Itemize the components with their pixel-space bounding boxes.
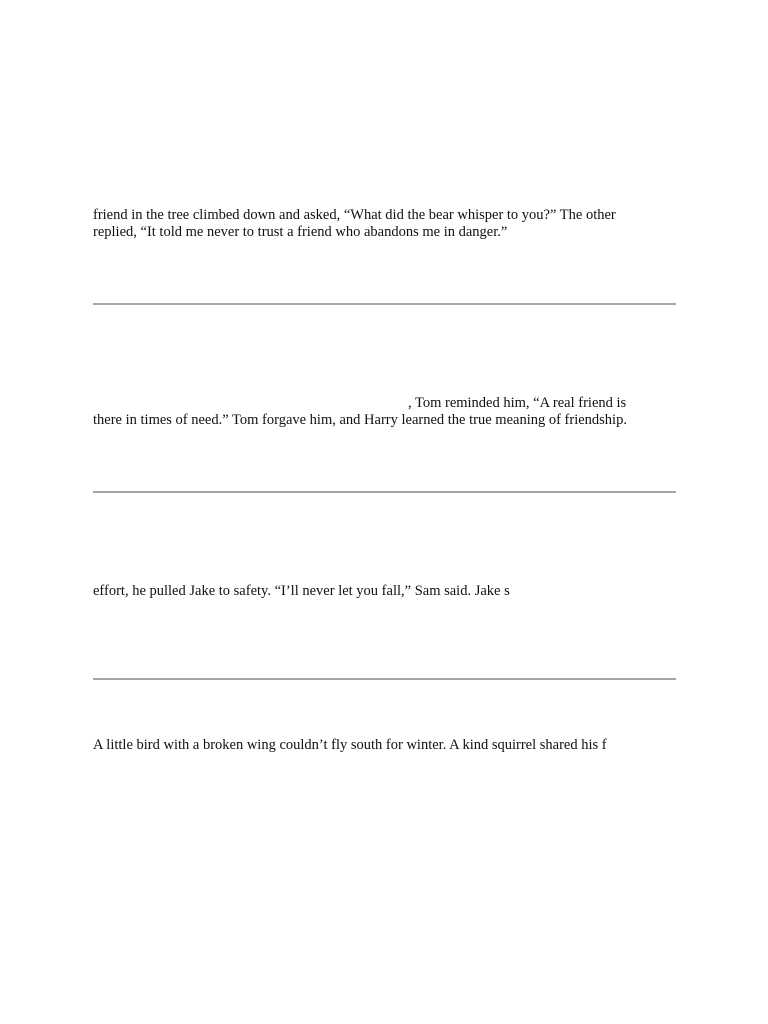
section-divider-3 [93, 678, 676, 680]
story-2-line-2: there in times of need.” Tom forgave him, and Harry learned the true meaning of friendship. [93, 412, 627, 428]
section-divider-2 [93, 491, 676, 493]
story-1-line-2: replied, “It told me never to trust a friend who abandons me in danger.” [93, 224, 508, 240]
section-divider-1 [93, 303, 676, 305]
story-2-line-1: , Tom reminded him, “A real friend is [408, 395, 627, 411]
story-3-line-1: effort, he pulled Jake to safety. “I’ll never let you fall,” Sam said. Jake s [93, 583, 510, 599]
story-4-line-1: A little bird with a broken wing couldn’t fly south for winter. A kind squirrel shared his f [93, 737, 607, 753]
story-1-line-1: friend in the tree climbed down and asked, “What did the bear whisper to you?” The other [93, 207, 616, 223]
